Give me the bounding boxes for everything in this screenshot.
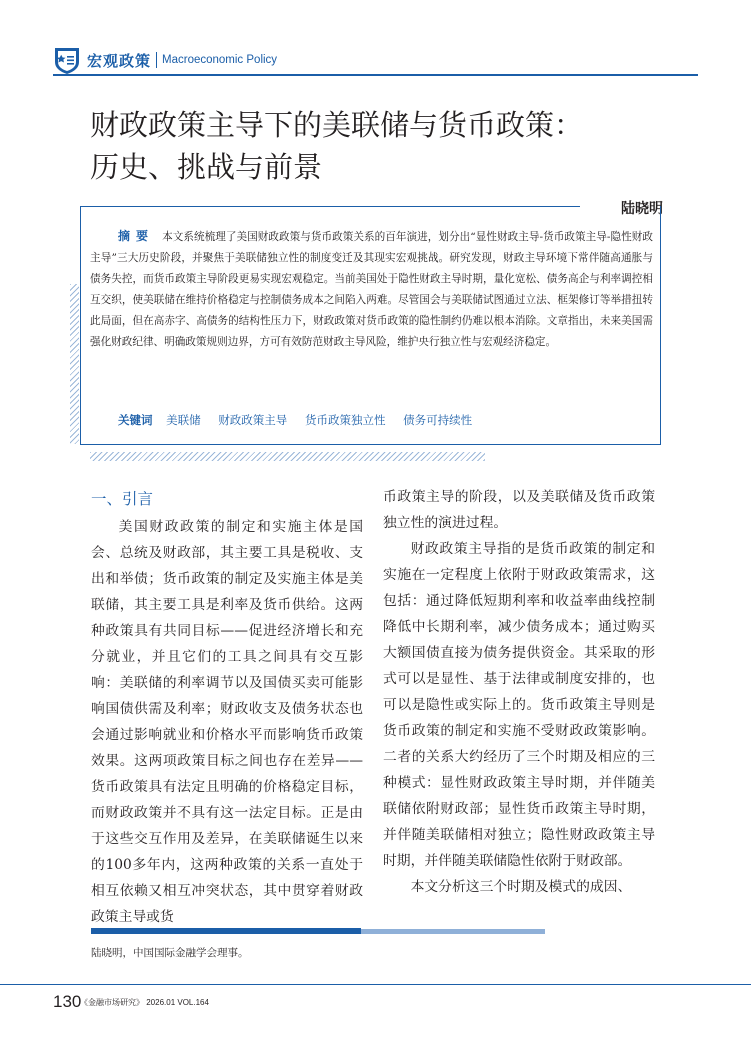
abstract-hatch-bottom	[90, 452, 485, 461]
journal-info: 《金融市场研究》 2026.01 VOL.164	[80, 998, 209, 1007]
header-divider	[156, 52, 157, 68]
title-line-1: 财政政策主导下的美联储与货币政策：	[90, 108, 584, 142]
paragraph: 本文分析这三个时期及模式的成因、	[410, 879, 632, 895]
header-rule	[53, 74, 698, 76]
paragraph: 美国财政政策的制定和实施主体是国会、总统及财政部，其主要工具是税收、支出和举债；货币政策的制定及实施主体是美联储，其主要工具是利率及货币供给。这两种政策具有共同目标——促进经济增长和充分就业，并且它们的工具之间具有交互影响：美联储的利率调节以及国债买卖可能影响国债供需及利率；财政收支及债务状态也会通过影响就业和价格水平而影响货币政策效果。这两项政策目标之间也存在差异——货币政策具有法定且明确的价格稳定目标，而财政政策并不具有这一法定目标。正是由于这些交互作用及差异，在美联储诞生以来的100多年内，这两种政策的关系一直处于相互依赖又相互冲突状态，其中贯穿着财政政策主导或货	[91, 519, 363, 925]
title-line-2: 历史、挑战与前景	[90, 150, 323, 184]
keyword: 财政政策主导	[218, 413, 288, 427]
abstract	[90, 226, 653, 353]
abstract-text: 本文系统梳理了美国财政政策与货币政策关系的百年演进，划分出“显性财政主导-货币政策主导-隐性财政主导”三大历史阶段，并聚焦于美联储独立性的制度变迁及其现实宏观挑战。研究发现，财政主导环境下常伴随高通胀与债务失控，而货币政策主导阶段更易实现宏观稳定。当前美国处于隐性财政主导时期，量化宽松、债务高企与利率调控相互交织，使美联储在维持价格稳定与控制债务成本之间陷入两难。尽管国会与美联储试图通过立法、框架修订等举措扭转此局面，但在高赤字、高债务的结构性压力下，财政政策对货币政策的隐性制约仍难以根本消除。文章指出，未来美国需强化财政纪律、明确政策规则边界，方可有效防范财政主导风险，维护央行独立性与宏观经济稳定。	[90, 231, 653, 348]
author-footnote: 陆晓明，中国国际金融学会理事。	[91, 947, 249, 959]
section-title-cn: 宏观政策	[87, 51, 152, 70]
shield-star-icon	[53, 45, 81, 75]
footer-rule	[0, 984, 751, 985]
section-title-en: Macroeconomic Policy	[162, 54, 278, 66]
paragraph: 币政策主导的阶段，以及美联储及货币政策独立性的演进过程。	[383, 489, 655, 531]
keyword: 货币政策独立性	[304, 413, 386, 427]
section-heading: 一、引言	[91, 490, 154, 508]
body-column-left	[91, 484, 363, 930]
page-number: 130	[53, 992, 82, 1011]
author-name: 陆晓明	[621, 201, 663, 217]
section-header	[53, 44, 277, 76]
footnote-bar-dark	[91, 928, 361, 934]
keywords-label: 关键词	[118, 413, 153, 427]
keyword: 债务可持续性	[403, 413, 473, 427]
paragraph: 财政政策主导指的是货币政策的制定和实施在一定程度上依附于财政政策需求，这包括：通过降低短期利率和收益率曲线控制降低中长期利率，减少债务成本；通过购买大额国债直接为债务提供资金。其采取的形式可以是显性、基于法律或制度安排的，也可以是隐性或实际上的。货币政策主导则是货币政策的制定和实施不受财政政策影响。二者的关系大约经历了三个时期及相应的三种模式：显性财政政策主导时期，并伴随美联储依附财政部；显性货币政策主导时期，并伴随美联储相对独立；隐性财政政策主导时期，并伴随美联储隐性依附于财政部。	[383, 541, 655, 869]
abstract-label: 摘要	[118, 229, 155, 243]
keywords	[118, 412, 486, 428]
keyword: 美联储	[166, 413, 201, 427]
footnote-bar-light	[361, 929, 545, 934]
article-title	[90, 104, 690, 188]
body-column-right	[383, 484, 655, 900]
footnote-bar	[91, 928, 545, 934]
abstract-hatch-left	[70, 284, 79, 444]
